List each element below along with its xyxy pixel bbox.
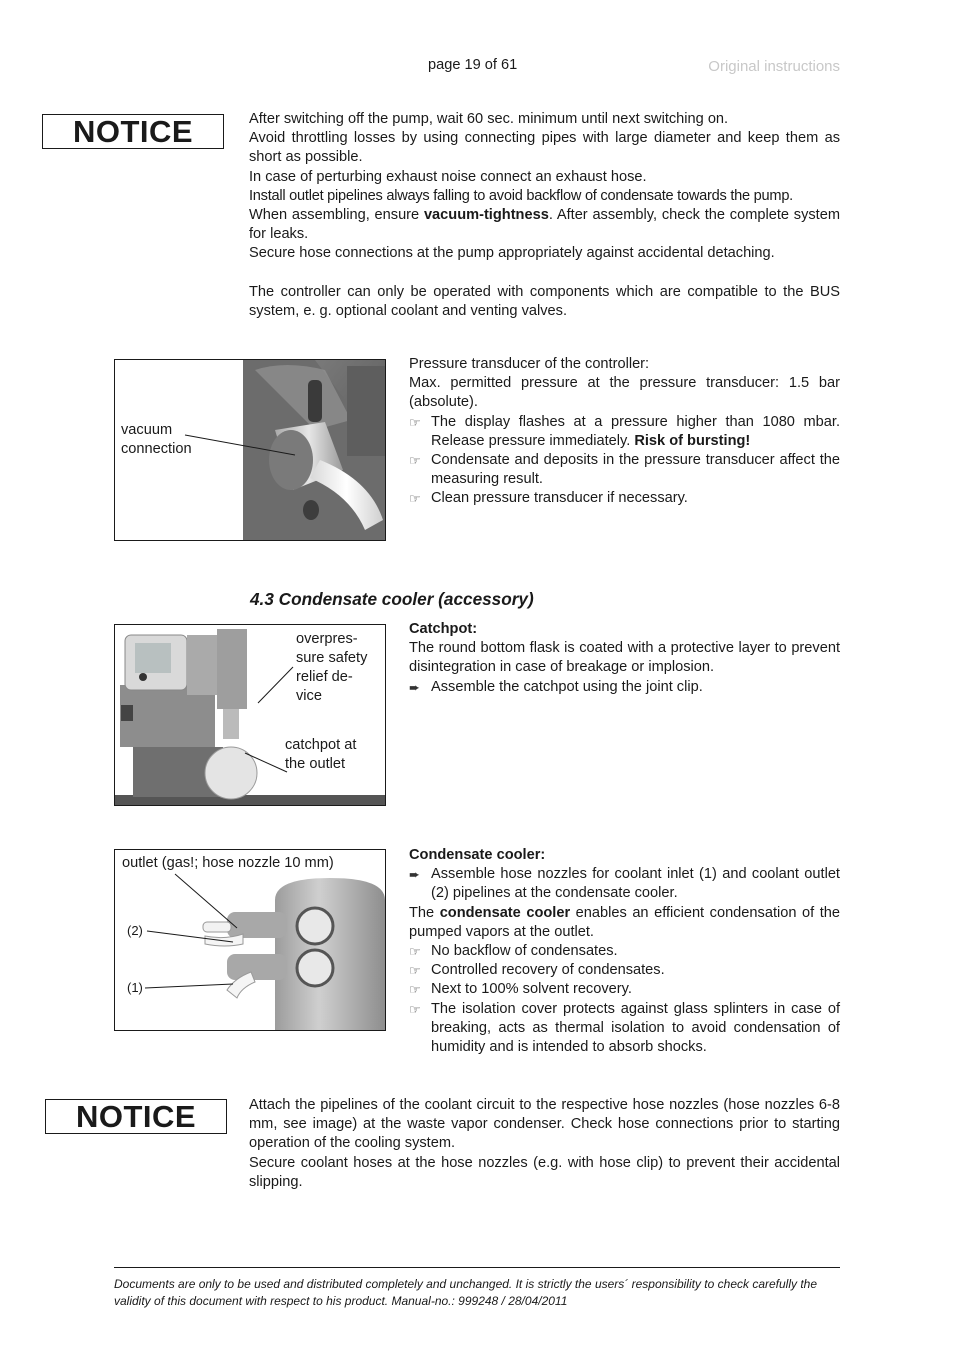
bullet-text: Clean pressure transducer if necessary. — [431, 490, 688, 507]
coolant-outlet-label: (2) — [127, 923, 143, 938]
action-text: Assemble hose nozzles for coolant inlet (1) and coolant outlet (2) pipelines at the condensate cooler. — [431, 866, 840, 902]
section-title: 4.3 Condensate cooler (accessory) — [250, 589, 534, 609]
caption-line: vice — [296, 688, 322, 704]
assembly-suffix: . After assembly, check the complete system for leaks. — [249, 207, 840, 243]
desc-prefix: The — [409, 904, 440, 921]
assembly-prefix: When assembling, ensure — [249, 207, 424, 224]
cooler-heading: Condensate cooler: — [409, 847, 546, 863]
arrow-right-icon: ➨ — [409, 867, 420, 883]
pointing-hand-icon: ☞ — [409, 944, 421, 960]
spacer — [249, 264, 840, 283]
outlet-caption: outlet (gas!; hose nozzle 10 mm) — [122, 855, 334, 871]
catchpot-description: The round bottom flask is coated with a protective layer to prevent disintegration in case of breakage or implosion. — [409, 640, 840, 676]
caption-line: relief de- — [296, 669, 353, 685]
transducer-text — [409, 355, 840, 509]
caption-line: vacuum — [121, 422, 173, 438]
transducer-bullet — [409, 451, 840, 489]
catchpot-heading: Catchpot: — [409, 621, 478, 637]
bullet-text-main: The display flashes at a pressure higher than 1080 mbar. Release pressure immediately. — [431, 413, 840, 449]
leader-lines — [115, 850, 386, 1031]
cooler-action — [409, 865, 840, 903]
arrow-right-icon: ➨ — [409, 679, 420, 695]
notice-label-top: NOTICE — [42, 114, 224, 149]
leader-lines — [115, 625, 386, 806]
pointing-hand-icon: ☞ — [409, 982, 421, 998]
cooler-description — [409, 904, 840, 942]
cooler-benefit — [409, 942, 840, 961]
caption-line: overpres- — [296, 631, 358, 647]
vacuum-connection-image — [114, 359, 386, 541]
notice-paragraph: Secure coolant hoses at the hose nozzles (e.g. with hose clip) to prevent their accidental slipping. — [249, 1154, 840, 1190]
transducer-bullet — [409, 489, 840, 508]
footer-divider — [114, 1267, 840, 1268]
notice-paragraph: Attach the pipelines of the coolant circuit to the respective hose nozzles (hose nozzles 6-8 mm, see image) at the waste vapor condenser. Check hose connections prior to starting operation of the cooling system. — [249, 1097, 840, 1152]
caption-line: catchpot at — [285, 737, 357, 753]
assembly-bold: vacuum-tightness — [423, 207, 549, 224]
pointing-hand-icon: ☞ — [409, 491, 421, 507]
benefit-text: The isolation cover protects against glass splinters in case of breaking, acts as thermal isolation to avoid condensation of humidity and is intended to absorb shocks. — [431, 1000, 840, 1056]
notice-line: After switching off the pump, wait 60 sec. minimum until next switching on. — [249, 111, 729, 127]
leader-line — [115, 360, 386, 541]
footer-disclaimer: Documents are only to be used and distributed completely and unchanged. It is strictly the users´ responsibility to check carefully the validity of this document with respect to his product. Manual-no.: 999248 / 28/04/2011 — [114, 1277, 818, 1308]
notice-label-bottom: NOTICE — [45, 1099, 227, 1134]
catchpot-text — [409, 620, 840, 697]
caption-line: sure safety — [296, 650, 368, 666]
action-text: Assemble the catchpot using the joint clip. — [431, 678, 703, 695]
cooler-benefit — [409, 980, 840, 999]
pointing-hand-icon: ☞ — [409, 1001, 421, 1017]
coolant-inlet-label: (1) — [127, 980, 143, 995]
notice-line-assembly — [249, 206, 840, 244]
notice-line: Secure hose connections at the pump appropriately against accidental detaching. — [249, 245, 775, 262]
pointing-hand-icon: ☞ — [409, 414, 421, 430]
notice-line: Avoid throttling losses by using connecting pipes with large diameter and keep them as short as possible. — [249, 130, 840, 166]
notice-line: In case of perturbing exhaust noise connect an exhaust hose. — [249, 168, 647, 185]
cooler-text — [409, 846, 840, 1057]
pointing-hand-icon: ☞ — [409, 963, 421, 979]
bullet-text-bold: Risk of bursting! — [634, 432, 751, 449]
transducer-bullet — [409, 413, 840, 451]
notice-top-text — [249, 110, 840, 321]
document-type-label: Original instructions — [708, 58, 840, 75]
bullet-text — [431, 413, 840, 451]
cooler-benefit — [409, 961, 840, 980]
notice-line: Install outlet pipelines always falling to avoid backflow of condensate towards the pump. — [249, 187, 793, 204]
condensate-cooler-image — [114, 849, 386, 1031]
caption-line: the outlet — [285, 756, 346, 772]
cooler-benefit — [409, 1000, 840, 1058]
caption-line: connection — [121, 441, 192, 457]
page-number: page 19 of 61 — [428, 57, 518, 73]
benefit-text: No backflow of condensates. — [431, 943, 618, 960]
transducer-max-pressure: Max. permitted pressure at the pressure transducer: 1.5 bar (absolute). — [409, 375, 840, 411]
benefit-text: Next to 100% solvent recovery. — [431, 981, 632, 998]
notice-bottom-text — [249, 1096, 840, 1192]
transducer-intro: Pressure transducer of the controller: — [409, 356, 650, 372]
pointing-hand-icon: ☞ — [409, 453, 421, 469]
catchpot-action — [409, 678, 840, 697]
desc-bold: condensate cooler — [439, 904, 571, 921]
catchpot-image — [114, 624, 386, 806]
desc-suffix: enables an efficient condensation of the pumped vapors at the outlet. — [409, 904, 840, 940]
controller-note: The controller can only be operated with components which are compatible to the BUS system, e. g. optional coolant and venting valves. — [249, 283, 840, 320]
benefit-text: Controlled recovery of condensates. — [431, 962, 665, 979]
bullet-text: Condensate and deposits in the pressure transducer affect the measuring result. — [431, 452, 840, 488]
